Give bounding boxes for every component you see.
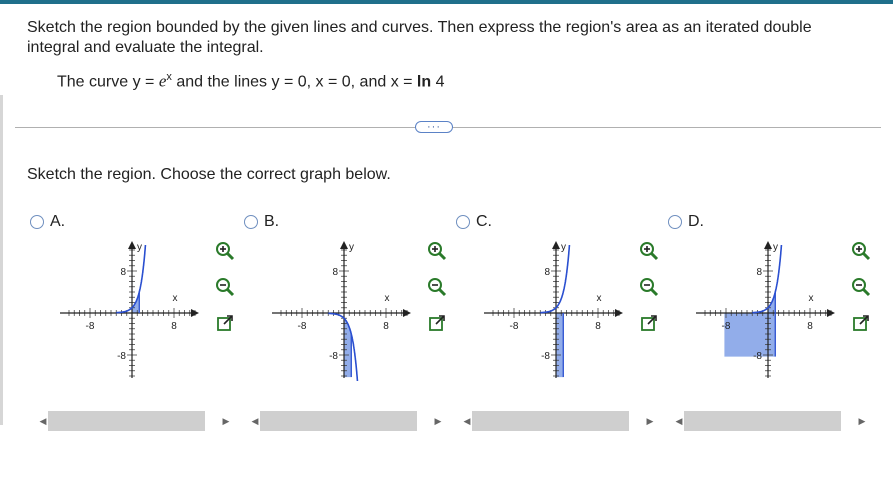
y-axis-arrow bbox=[340, 241, 348, 249]
radio-d[interactable] bbox=[668, 215, 682, 229]
graph-b bbox=[264, 233, 414, 383]
given-ln: ln bbox=[416, 73, 432, 91]
scroll-thumb[interactable] bbox=[48, 411, 205, 431]
radio-c[interactable] bbox=[456, 215, 470, 229]
given-base: e bbox=[158, 71, 167, 91]
x-axis-label: x bbox=[172, 293, 178, 304]
choice-c[interactable] bbox=[456, 213, 492, 231]
tools-b bbox=[426, 240, 448, 348]
x-tick-label-neg: -8 bbox=[85, 321, 95, 332]
y-tick-label-pos: 8 bbox=[756, 267, 762, 278]
tools-a bbox=[214, 240, 236, 348]
scroll-left-icon[interactable]: ◀ bbox=[39, 415, 47, 426]
scrollbar-c[interactable] bbox=[462, 411, 655, 431]
shaded-region bbox=[556, 313, 563, 377]
scroll-thumb[interactable] bbox=[260, 411, 417, 431]
scrollbar-d[interactable] bbox=[674, 411, 867, 431]
y-axis-label: y bbox=[349, 242, 354, 253]
expand-icon[interactable] bbox=[214, 312, 236, 334]
expand-icon[interactable] bbox=[638, 312, 660, 334]
scrollbar-b[interactable] bbox=[250, 411, 443, 431]
radio-a[interactable] bbox=[30, 215, 44, 229]
zoom-out-icon[interactable] bbox=[426, 276, 448, 298]
radio-b[interactable] bbox=[244, 215, 258, 229]
graph-a bbox=[52, 233, 202, 383]
x-axis-label: x bbox=[596, 293, 602, 304]
scroll-thumb[interactable] bbox=[472, 411, 629, 431]
y-axis-arrow bbox=[128, 241, 136, 249]
y-tick-label-neg: -8 bbox=[541, 351, 550, 362]
choice-d-label: D. bbox=[688, 213, 704, 230]
x-tick-label-neg: -8 bbox=[509, 321, 519, 332]
y-axis-label: y bbox=[137, 242, 142, 253]
graph-d bbox=[688, 233, 838, 383]
top-accent-bar bbox=[0, 0, 893, 4]
given-middle: and the lines y = 0, x = 0, and x = bbox=[171, 73, 417, 91]
zoom-out-icon[interactable] bbox=[638, 276, 660, 298]
zoom-in-icon[interactable] bbox=[426, 240, 448, 262]
y-tick-label-pos: 8 bbox=[332, 267, 338, 278]
scroll-thumb[interactable] bbox=[684, 411, 841, 431]
expand-icon[interactable] bbox=[850, 312, 872, 334]
zoom-in-icon[interactable] bbox=[638, 240, 660, 262]
left-scroll-strip bbox=[0, 95, 3, 425]
choice-c-label: C. bbox=[476, 213, 492, 230]
expand-icon[interactable] bbox=[426, 312, 448, 334]
problem-statement: Sketch the region bounded by the given lines and curves. Then express the region's area as an iterated double integral and evaluate the integral. bbox=[27, 19, 812, 56]
x-tick-label-neg: -8 bbox=[721, 321, 731, 332]
scroll-left-icon[interactable]: ◀ bbox=[675, 415, 683, 426]
tools-c bbox=[638, 240, 660, 348]
scroll-right-icon[interactable]: ▶ bbox=[646, 415, 654, 426]
choice-a[interactable] bbox=[30, 213, 65, 231]
y-axis-arrow bbox=[552, 241, 560, 249]
x-tick-label-pos: 8 bbox=[171, 321, 177, 332]
x-tick-label-pos: 8 bbox=[383, 321, 389, 332]
x-axis-label: x bbox=[808, 293, 814, 304]
y-tick-label-neg: -8 bbox=[329, 351, 338, 362]
scrollbar-a[interactable] bbox=[38, 411, 231, 431]
choice-b[interactable] bbox=[244, 213, 279, 231]
x-axis-label: x bbox=[384, 293, 390, 304]
y-axis-arrow bbox=[764, 241, 772, 249]
y-tick-label-neg: -8 bbox=[753, 351, 762, 362]
y-tick-label-pos: 8 bbox=[544, 267, 550, 278]
choice-d[interactable] bbox=[668, 213, 704, 231]
given-exponent: x bbox=[166, 71, 172, 83]
x-tick-label-pos: 8 bbox=[807, 321, 813, 332]
zoom-in-icon[interactable] bbox=[850, 240, 872, 262]
choice-a-label: A. bbox=[50, 213, 66, 230]
more-button[interactable]: ··· bbox=[415, 121, 453, 133]
scroll-right-icon[interactable]: ▶ bbox=[858, 415, 866, 426]
given-prefix: The curve y = bbox=[57, 73, 159, 91]
y-tick-label-pos: 8 bbox=[120, 267, 126, 278]
given-value: 4 bbox=[431, 73, 445, 91]
zoom-in-icon[interactable] bbox=[214, 240, 236, 262]
y-axis-label: y bbox=[773, 242, 778, 253]
choice-b-label: B. bbox=[264, 213, 280, 230]
zoom-out-icon[interactable] bbox=[214, 276, 236, 298]
given-curves bbox=[57, 71, 444, 91]
tools-d bbox=[850, 240, 872, 348]
scroll-right-icon[interactable]: ▶ bbox=[222, 415, 230, 426]
instruction-text: Sketch the region. Choose the correct graph below. bbox=[27, 166, 391, 183]
graph-c bbox=[476, 233, 626, 383]
x-tick-label-pos: 8 bbox=[595, 321, 601, 332]
scroll-left-icon[interactable]: ◀ bbox=[463, 415, 471, 426]
zoom-out-icon[interactable] bbox=[850, 276, 872, 298]
x-tick-label-neg: -8 bbox=[297, 321, 307, 332]
scroll-left-icon[interactable]: ◀ bbox=[251, 415, 259, 426]
y-axis-label: y bbox=[561, 242, 566, 253]
scroll-right-icon[interactable]: ▶ bbox=[434, 415, 442, 426]
y-tick-label-neg: -8 bbox=[117, 351, 126, 362]
